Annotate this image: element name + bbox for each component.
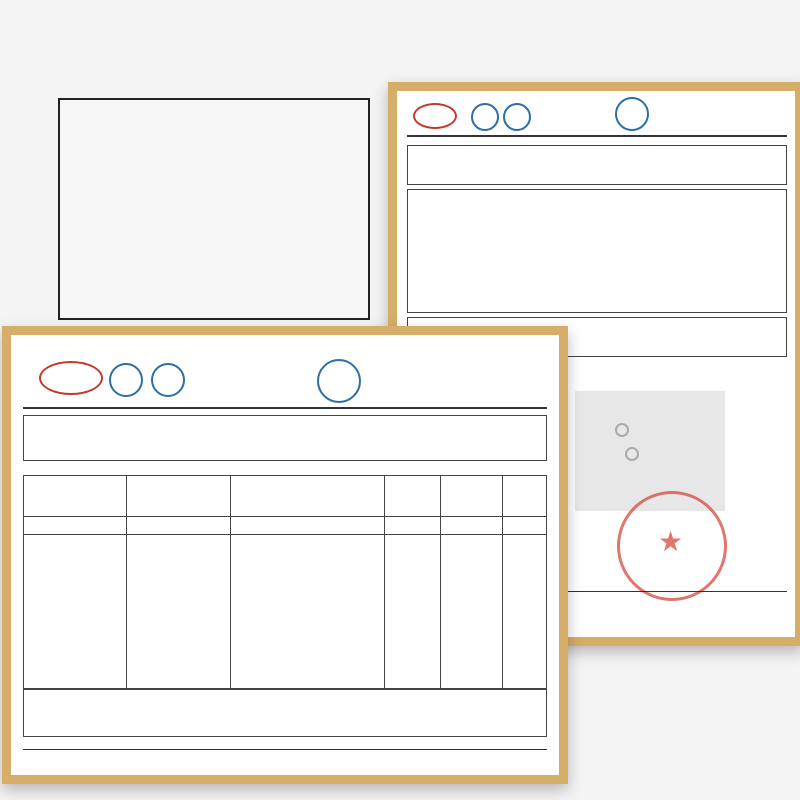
ilac-logo-icon bbox=[471, 103, 499, 131]
section-row bbox=[24, 516, 546, 535]
cnas-logo-icon bbox=[503, 103, 531, 131]
caption-card bbox=[58, 98, 370, 320]
header-rule bbox=[407, 135, 787, 137]
sample-photo bbox=[575, 391, 725, 511]
ist-logo-icon bbox=[317, 359, 361, 403]
results-table bbox=[23, 475, 547, 689]
header-rule bbox=[23, 407, 547, 409]
earring-icon bbox=[615, 423, 629, 437]
ilac-logo-icon bbox=[109, 363, 143, 397]
ma-logo-icon bbox=[39, 361, 103, 395]
footer-rule bbox=[23, 749, 547, 750]
official-seal bbox=[617, 491, 727, 601]
ma-logo-icon bbox=[413, 103, 457, 129]
results-header-row bbox=[24, 476, 546, 517]
report-header-table bbox=[407, 145, 787, 185]
ist-logo-icon bbox=[615, 97, 649, 131]
report-header-table bbox=[23, 415, 547, 461]
client-info-table bbox=[407, 189, 787, 313]
earring-icon bbox=[625, 447, 639, 461]
front-certificate-paper bbox=[11, 335, 559, 775]
notes-table bbox=[23, 689, 547, 737]
front-certificate-frame bbox=[2, 326, 568, 784]
cnas-logo-icon bbox=[151, 363, 185, 397]
seal-star-icon: ★ bbox=[658, 525, 684, 558]
